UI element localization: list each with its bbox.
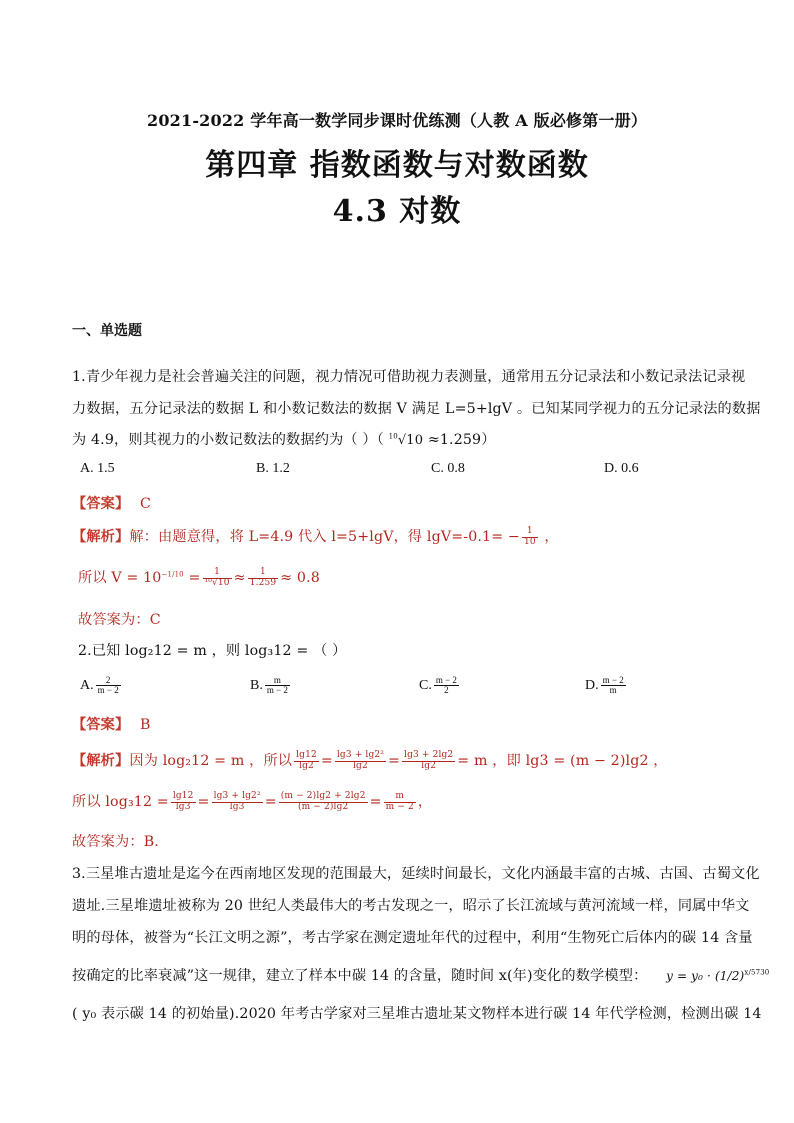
fraction-den: lg3: [175, 801, 191, 812]
fraction-num: m: [384, 792, 416, 802]
fraction-den: m − 2: [385, 801, 414, 812]
q2-line2-text: 所以 log₃12 =: [72, 794, 169, 810]
fraction-num: m: [265, 676, 290, 686]
q1-answer: C: [140, 496, 152, 512]
fraction-num: 1: [248, 568, 279, 578]
approx: ≈: [233, 570, 246, 586]
fraction: [203, 568, 232, 588]
fraction: [96, 676, 121, 696]
q2-analysis-line2: 所以 log₃12 = $\frac{\lg 12}{\lg 3}$ = $\frac{\text{lg3 + lg2²}}{\lg 3}$ = $\frac{(m - 2)\lg 2 + 2\lg 2}{(m - 2)\lg 2}$ = $\frac{m}{m - 2}$ ，: [72, 791, 433, 812]
fraction-den: ¹⁰√10: [204, 577, 230, 588]
section-heading: 一、单选题: [72, 323, 142, 339]
q2-line2-end: ，: [417, 794, 433, 810]
root-radicand: √10: [397, 433, 424, 448]
fraction: [171, 792, 196, 812]
fraction-den: 10: [523, 536, 536, 547]
fraction: [601, 676, 626, 696]
q2-option-b: [250, 676, 292, 696]
fraction: [434, 676, 459, 696]
q1-analysis-line2: [78, 567, 320, 588]
q2-answer-row: [72, 714, 151, 734]
fraction-den: 2: [444, 685, 449, 696]
option-label: A.: [80, 678, 94, 694]
option-label: B.: [250, 678, 263, 694]
fraction-den: m − 2: [97, 685, 119, 696]
fraction-num: 2: [96, 676, 121, 686]
result: ≈ 0.8: [280, 570, 320, 586]
section-title: 4.3 对数: [332, 194, 462, 229]
q2-analysis-line1: 【解析】因为 log₂12 = m ，所以 $\frac{\lg 12}{\lg 2}$ = $\frac{\text{lg3 + lg2²}}{\lg 2}$ = $\frac{\lg 3 + 2\lg 2}{\lg 2}$ = m ，即 lg3 = (m − 2)lg2 ，: [72, 750, 668, 771]
q1-answer-row: [72, 493, 151, 513]
fraction: [279, 792, 368, 812]
fraction-den: lg2: [299, 760, 314, 771]
q1-line3-text: 为 4.9，则其视力的小数记数法的数据约为（ ）（: [72, 432, 389, 448]
fraction-num: m − 2: [435, 675, 457, 685]
fraction: [402, 751, 455, 771]
q1-option-d: D. 0.6: [604, 461, 639, 476]
option-label: D.: [585, 678, 599, 694]
equals: =: [183, 570, 201, 586]
fraction-num: lg3 + 2lg2: [404, 750, 454, 761]
answer-tag: 【答案】: [72, 496, 130, 512]
fraction-num: lg12: [296, 750, 317, 761]
analysis-tag: 【解析】: [72, 753, 130, 769]
fraction-num: m − 2: [602, 675, 624, 685]
fraction-den: m − 2: [266, 685, 288, 696]
q1-analysis-line1: [72, 526, 559, 547]
q2-stem: 2.已知 log₂12 = m ，则 log₃12 = （ ）: [78, 643, 347, 659]
q3-line3: 明的母体，被誉为“长江文明之源”，考古学家在测定遗址年代的过程中，利用“生物死亡后体内的碳 14 含量: [72, 930, 753, 946]
q3-line1: 3.三星堆古遗址是迄今在西南地区发现的范围最大，延续时间最长，文化内涵最丰富的古城、古国、古蜀文化: [72, 866, 760, 882]
q1-line1: 1.青少年视力是社会普遍关注的问题，视力情况可借助视力表测量，通常用五分记录法和小数记录法记录视: [72, 369, 746, 385]
q3-model-exponent: x/5730: [744, 968, 770, 977]
q3-line4: [72, 965, 769, 985]
fraction-num: lg3 + lg2²: [213, 791, 261, 802]
q3-line5: ( y₀ 表示碳 14 的初始量).2020 年考古学家对三星堆古遗址某文物样本进行碳 14 年代学检测，检测出碳 14: [72, 1006, 762, 1022]
fraction-num: 1: [203, 568, 232, 578]
q1-line2: 力数据，五分记录法的数据 L 和小数记数法的数据 V 满足 L=5+lgV 。已知某同学视力的五分记录法的数据: [72, 401, 761, 417]
fraction-den: (m − 2)lg2: [297, 801, 349, 812]
q1-option-c: C. 0.8: [431, 461, 465, 476]
q1-analysis-text1: 解：由题意得，将 L=4.9 代入 l=5+lgV，得 lgV=-0.1= −: [129, 529, 520, 545]
fraction-num: 1: [522, 527, 538, 537]
fraction-den: lg3: [229, 801, 245, 812]
q1-analysis-text2: 所以 V = 10: [78, 570, 162, 586]
option-label: C.: [419, 678, 432, 694]
answer-tag: 【答案】: [72, 717, 130, 733]
fraction-den: lg2: [353, 760, 368, 771]
q2-option-a: [80, 676, 123, 696]
fraction: [248, 568, 279, 588]
q1-analysis-text1b: ，: [539, 529, 559, 545]
fraction: [384, 792, 416, 812]
fraction: [294, 751, 319, 771]
fraction: [335, 751, 386, 771]
fraction: [212, 792, 263, 812]
q2-option-d: [585, 676, 628, 696]
fraction-num: (m − 2)lg2 + 2lg2: [280, 791, 366, 802]
q3-line4-text: 按确定的比率衰减”这一规律，建立了样本中碳 14 的含量，随时间 x(年)变化的数学模型：: [72, 968, 648, 984]
fraction-den: 1.259: [249, 577, 277, 588]
analysis-tag: 【解析】: [72, 529, 130, 545]
q2-conclusion: 故答案为：B.: [72, 834, 159, 850]
q2-option-c: [419, 676, 461, 696]
fraction-den: m: [609, 685, 617, 696]
q1-option-b: B. 1.2: [256, 461, 290, 476]
fraction-num: lg3 + lg2²: [336, 750, 384, 761]
fraction: [265, 676, 290, 696]
q1-conclusion: 故答案为：C: [78, 612, 161, 628]
q1-line3-end: ≈1.259）: [423, 432, 496, 448]
exponent: −1/10: [161, 570, 184, 579]
fraction-num: lg12: [172, 791, 194, 802]
root-index: 10: [388, 432, 398, 441]
q3-line2: 遗址.三星堆遗址被称为 20 世纪人类最伟大的考古发现之一，昭示了长江流域与黄河流域一样，同属中华文: [72, 898, 750, 914]
q1-option-a: A. 1.5: [80, 461, 115, 476]
series-title: 2021-2022 学年高一数学同步课时优练测（人教 A 版必修第一册）: [146, 111, 648, 130]
q2-answer: B: [140, 717, 151, 733]
q2-analysis-text-b: = m ，即 lg3 = (m − 2)lg2 ，: [457, 753, 668, 769]
q2-analysis-text: 因为 log₂12 = m ，所以: [129, 753, 293, 769]
fraction: [522, 527, 538, 547]
chapter-title: 第四章 指数函数与对数函数: [205, 148, 589, 183]
q1-line3: [72, 429, 496, 449]
fraction-den: lg2: [421, 760, 437, 771]
q3-model: y = y₀ · (1/2): [666, 969, 745, 983]
